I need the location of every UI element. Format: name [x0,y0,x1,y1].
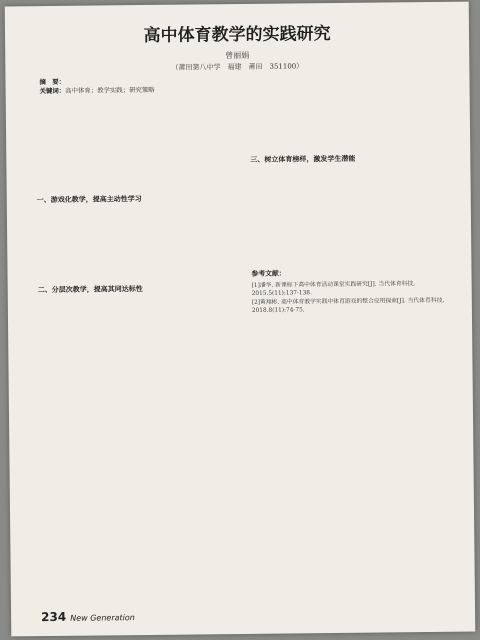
intro-paragraph-1 [36,116,236,154]
section-3-paragraph-2 [251,204,447,242]
section-3-paragraph-1 [250,166,446,204]
abstract-label: 摘 要： [39,77,66,87]
references-heading: 参考文献： [251,269,286,279]
keywords-label: 关键词： [39,86,66,96]
page-footer [41,609,135,624]
section-1-paragraph-1 [37,206,237,244]
intro-paragraph-2 [36,154,236,192]
publication-name: New Generation [70,613,135,623]
section-heading-2: 二、分层次教学，提高其同达标性 [37,285,143,295]
author-name: 曾丽娟 [225,50,250,61]
reference-1: [1]潘华. 新课标下高中体育活动课堂实践研究[J]. 当代体育科技, 2015.5(11):137-138. [251,280,416,298]
section-2-paragraph-1 [38,297,238,335]
page-title: 高中体育教学的实践研究 [143,24,331,46]
section-heading-1: 一、游戏化教学，提高主动性学习 [36,195,142,205]
section-1-paragraph-2 [37,244,237,282]
section-2-paragraph-2 [38,335,238,373]
section-heading-3: 三、树立体育榜样，激发学生潜能 [250,154,356,164]
abstract-block [39,74,439,96]
page-number: 234 [41,609,67,625]
conclusion-paragraph [251,242,447,264]
section-2-paragraph-3 [250,114,446,152]
right-column [250,114,451,602]
author-affiliation: （莆田第八中学 福建 莆田 351100） [171,62,304,72]
journal-page [5,2,476,637]
left-column [36,116,241,604]
keywords-text: 高中体育；教学实践；研究策略 [65,85,155,95]
reference-2: [2]黄翔彬. 高中体育教学实践中体育游戏的整合应用探索[J]. 当代体育科技, 2018.8(11):74-75. [251,297,445,315]
